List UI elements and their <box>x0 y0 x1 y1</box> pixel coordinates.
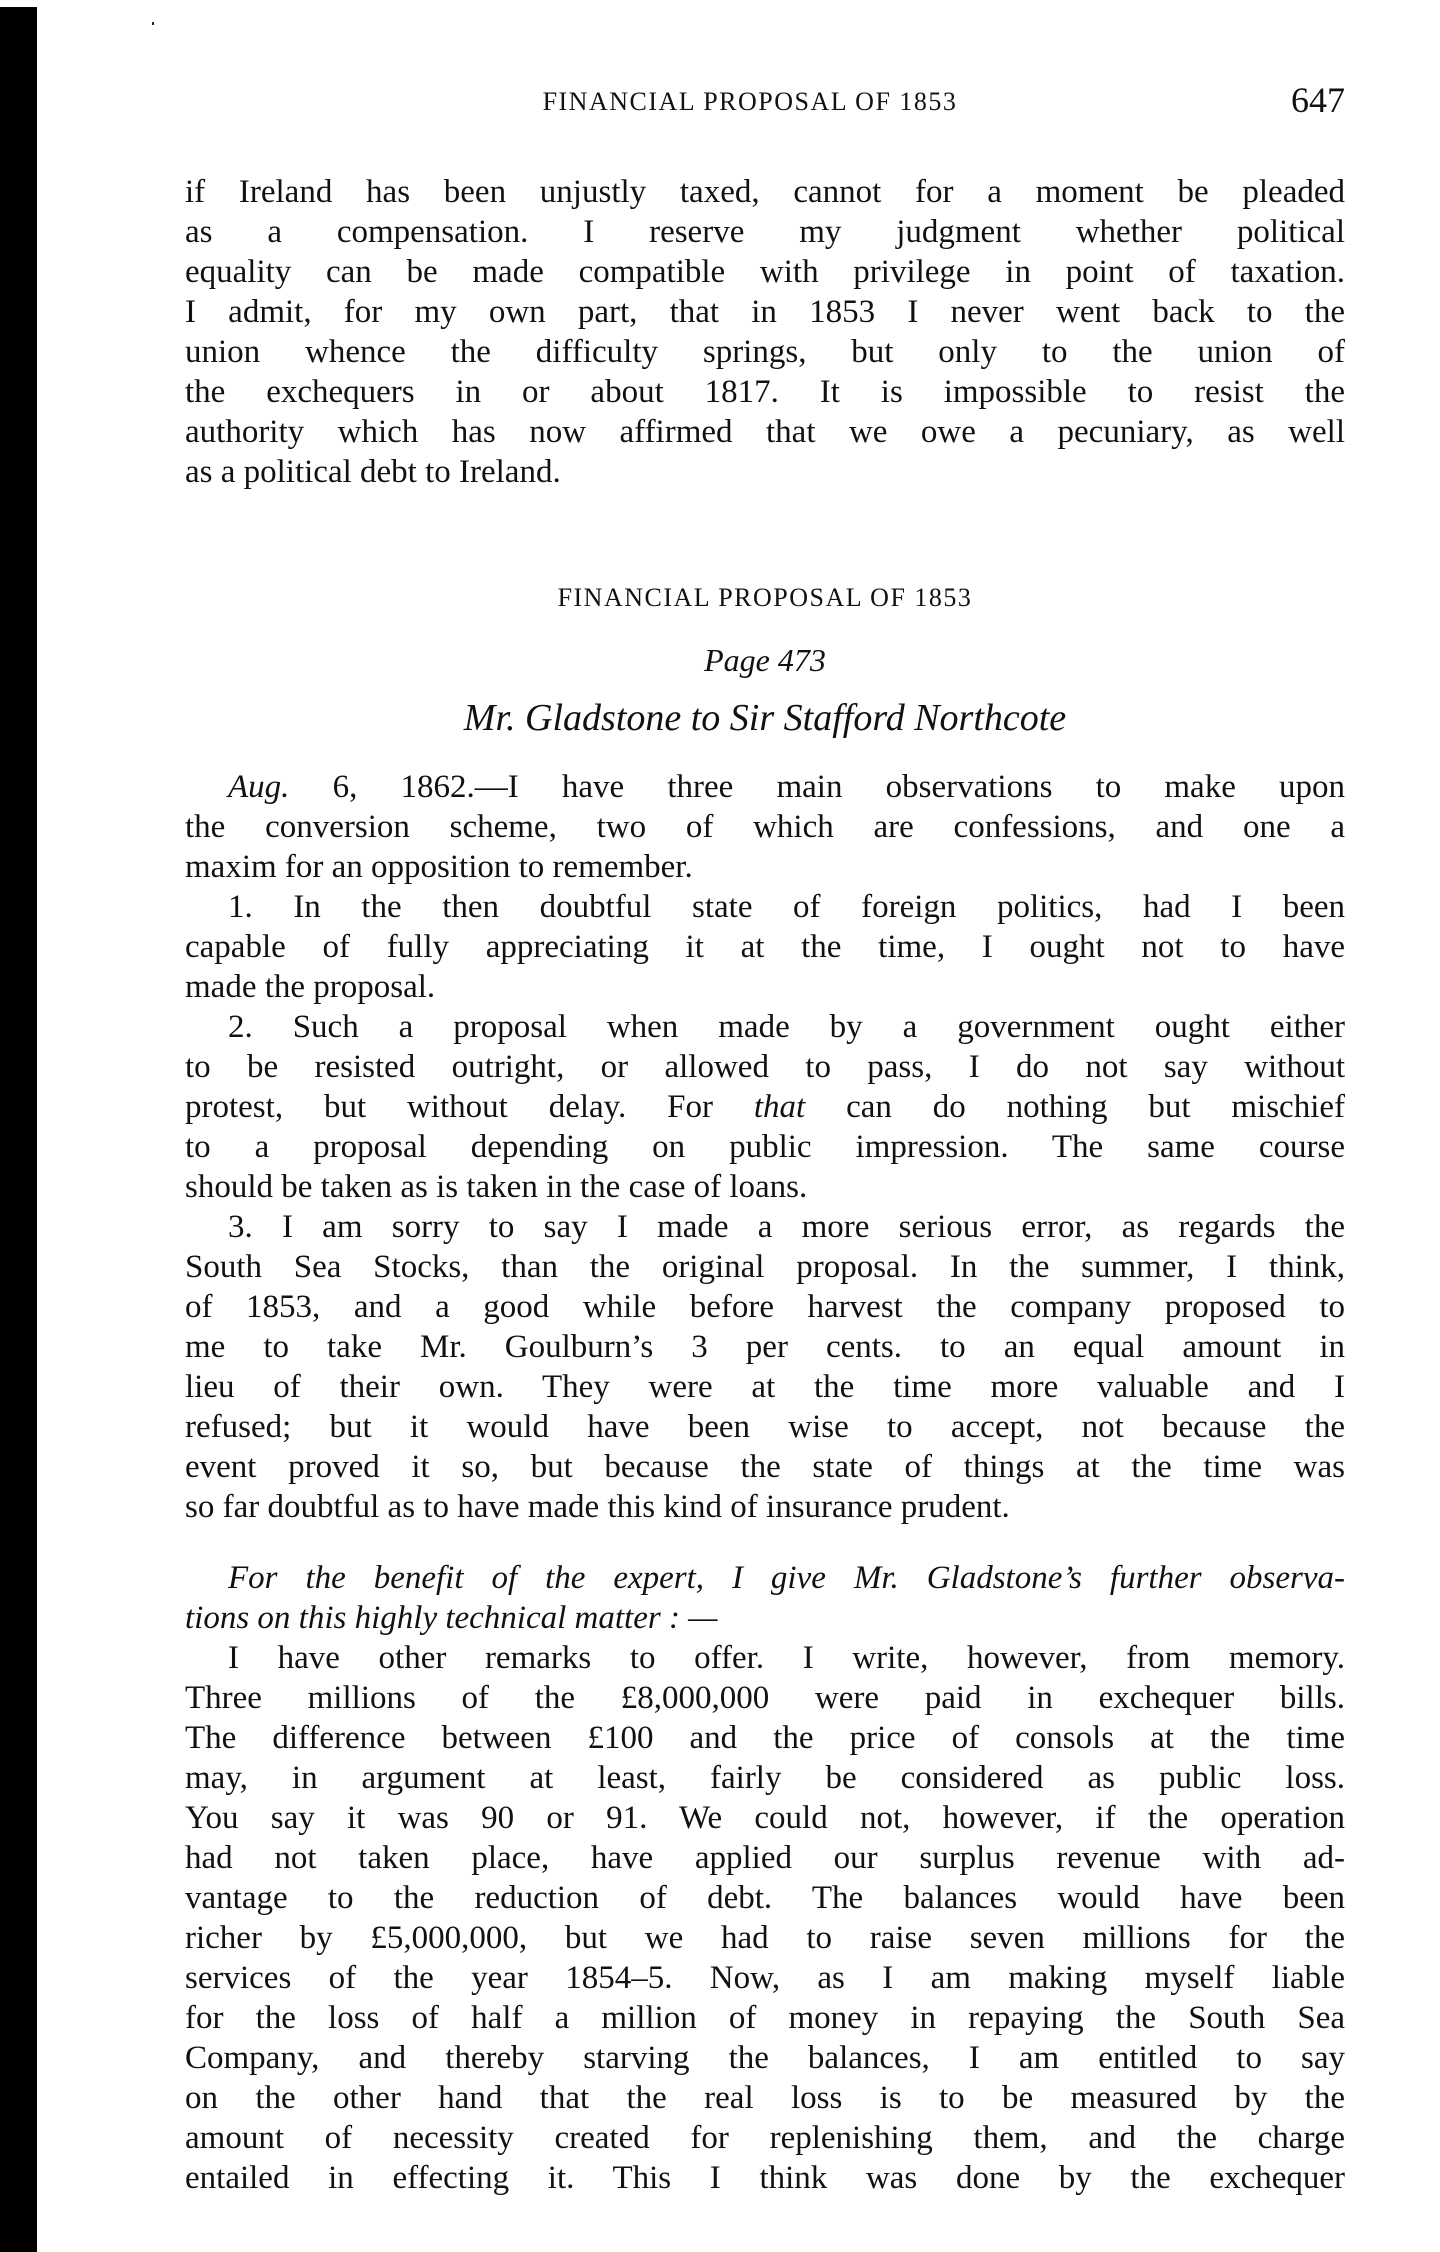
text-line: if Ireland has been unjustly taxed, cannot for a moment be pleaded <box>185 174 1345 210</box>
text-fragment: protest, but without delay. For <box>185 1089 754 1125</box>
point-3-line: 3. I am sorry to say I made a more serious error, as regards the <box>228 1209 1345 1245</box>
letter-date-line <box>185 767 1345 807</box>
text-line: richer by £5,000,000, but we had to raise seven millions for the <box>185 1920 1345 1956</box>
text-line: of 1853, and a good while before harvest the company proposed to <box>185 1289 1345 1325</box>
text-line: equality can be made compatible with privilege in point of taxation. <box>185 254 1345 290</box>
letter-opening: —I have three main observations to make upon <box>474 769 1346 805</box>
text-line: I have other remarks to offer. I write, however, from memory. <box>228 1640 1345 1676</box>
text-line: on the other hand that the real loss is to be measured by the <box>185 2080 1345 2116</box>
section-title: FINANCIAL PROPOSAL OF 1853 <box>557 583 973 612</box>
text-line: tions on this highly technical matter : — <box>185 1600 718 1636</box>
text-line: so far doubtful as to have made this kind of insurance prudent. <box>185 1489 1010 1525</box>
text-line: The difference between £100 and the price of consols at the time <box>185 1720 1345 1756</box>
text-line: I admit, for my own part, that in 1853 I never went back to the <box>185 294 1345 330</box>
text-line: Three millions of the £8,000,000 were paid in exchequer bills. <box>185 1680 1345 1716</box>
letter-title: Mr. Gladstone to Sir Stafford Northcote <box>463 697 1067 739</box>
text-line: me to take Mr. Goulburn’s 3 per cents. to an equal amount in <box>185 1329 1345 1365</box>
text-line: authority which has now affirmed that we owe a pecuniary, as well <box>185 414 1345 450</box>
scan-speck <box>152 22 154 25</box>
editorial-note <box>185 1558 1345 1638</box>
text-line: for the loss of half a million of money in repaying the South Sea <box>185 2000 1345 2036</box>
text-line: to a proposal depending on public impression. The same course <box>185 1129 1345 1165</box>
text-line: may, in argument at least, fairly be considered as public loss. <box>185 1760 1345 1796</box>
letter-date-month: Aug. <box>228 769 290 805</box>
text-line: had not taken place, have applied our surplus revenue with ad- <box>185 1840 1345 1876</box>
scan-binding-edge <box>0 7 37 2252</box>
text-line: made the proposal. <box>185 969 436 1005</box>
point-1-line: 1. In the then doubtful state of foreign politics, had I been <box>228 889 1345 925</box>
text-line: should be taken as is taken in the case of loans. <box>185 1169 808 1205</box>
text-line: to be resisted outright, or allowed to pass, I do not say without <box>185 1049 1345 1085</box>
text-line: You say it was 90 or 91. We could not, however, if the operation <box>185 1800 1345 1836</box>
text-fragment: can do nothing but mischief <box>805 1089 1346 1125</box>
text-line: services of the year 1854–5. Now, as I am making myself liable <box>185 1960 1345 1996</box>
text-line: union whence the difficulty springs, but only to the union of <box>185 334 1345 370</box>
text-line: as a compensation. I reserve my judgment whether political <box>185 214 1345 250</box>
text-line: the conversion scheme, two of which are confessions, and one a <box>185 809 1345 845</box>
text-line: amount of necessity created for replenishing them, and the charge <box>185 2120 1345 2156</box>
letter-body <box>185 767 1345 1527</box>
paragraph-ireland-taxation <box>185 172 1345 492</box>
further-observations <box>185 1638 1345 2198</box>
text-line: maxim for an opposition to remember. <box>185 849 693 885</box>
page-number: 647 <box>1291 80 1345 120</box>
text-line: Company, and thereby starving the balances, I am entitled to say <box>185 2040 1345 2076</box>
letter-date-day-year: 6, 1862. <box>289 769 475 805</box>
text-line-with-emphasis <box>185 1087 1345 1127</box>
point-2-line: 2. Such a proposal when made by a government ought either <box>228 1009 1345 1045</box>
text-line: entailed in effecting it. This I think was done by the exchequer <box>185 2160 1345 2196</box>
text-line: event proved it so, but because the state of things at the time was <box>185 1449 1345 1485</box>
text-line: the exchequers in or about 1817. It is impossible to resist the <box>185 374 1345 410</box>
emphasis-that: that <box>753 1089 806 1125</box>
text-line: vantage to the reduction of debt. The balances would have been <box>185 1880 1345 1916</box>
running-head-title: FINANCIAL PROPOSAL OF 1853 <box>542 87 958 116</box>
text-line: lieu of their own. They were at the time more valuable and I <box>185 1369 1345 1405</box>
text-line: as a political debt to Ireland. <box>185 454 561 490</box>
text-line: South Sea Stocks, than the original proposal. In the summer, I think, <box>185 1249 1345 1285</box>
text-line: refused; but it would have been wise to accept, not because the <box>185 1409 1345 1445</box>
page-reference: Page 473 <box>704 642 826 678</box>
text-line: For the benefit of the expert, I give Mr. Gladstone’s further observa- <box>228 1560 1345 1596</box>
running-head <box>185 80 1345 120</box>
text-line: capable of fully appreciating it at the time, I ought not to have <box>185 929 1345 965</box>
